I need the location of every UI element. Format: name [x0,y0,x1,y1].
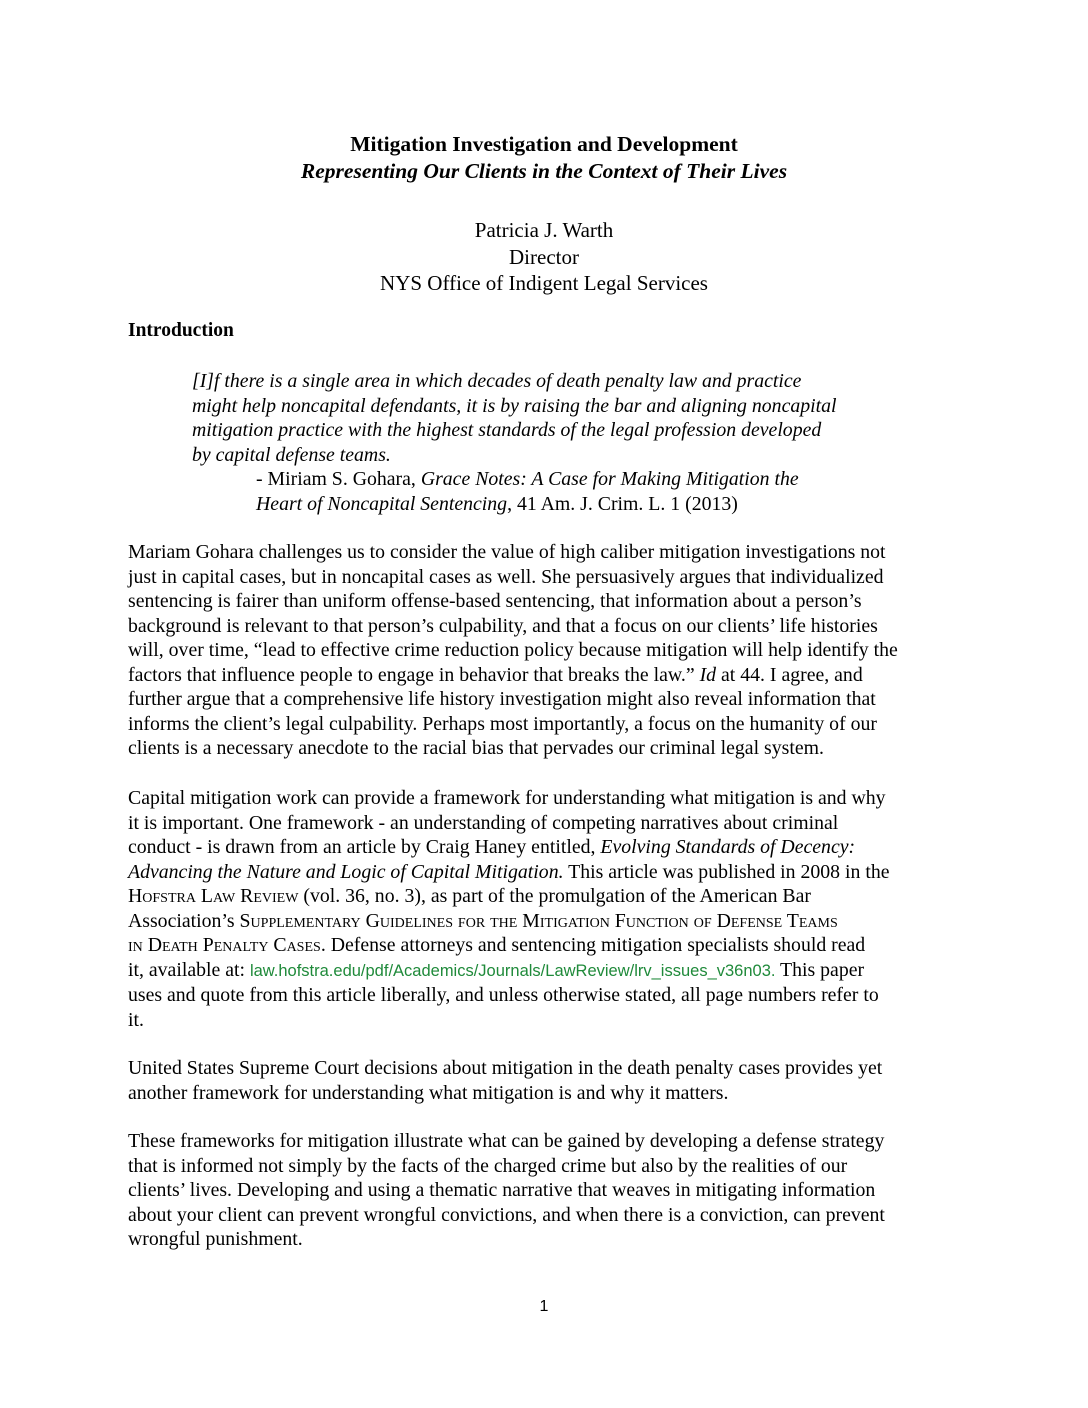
paragraph-line [128,933,968,958]
paragraph-line: it. [128,1008,144,1031]
paragraph-gohara [128,540,968,761]
document-title: Mitigation Investigation and Development [350,132,738,156]
paragraph-line [128,663,968,688]
text-run: . Defense attorneys and sentencing mitigation specialists should read [320,934,866,956]
epigraph-attribution [256,467,799,516]
author-role: Director [509,244,579,269]
paragraph-line: about your client can prevent wrongful convictions, and when there is a conviction, can prevent [128,1203,885,1226]
text-run: it, available at: [128,958,250,981]
paragraph-capital-mitigation [128,786,968,1032]
attribution-citation: , 41 Am. J. Crim. L. 1 (2013) [507,492,738,515]
paragraph-line: United States Supreme Court decisions about mitigation in the death penalty cases provides yet [128,1057,883,1079]
paragraph-line: background is relevant to that person’s culpability, and that a focus on our clients’ life histories [128,614,878,637]
epigraph-line: might help noncapital defendants, it is by raising the bar and aligning noncapital [192,394,837,417]
paragraph-line: sentencing is fairer than uniform offense-based sentencing, that information about a person’s [128,590,862,612]
paragraph-line: will, over time, “lead to effective crime reduction policy because mitigation will help identify the [128,639,898,661]
text-run: at 44. I agree, and [716,663,863,686]
text-run: factors that influence people to engage in behavior that breaks the law.” [128,663,700,686]
journal-name: Hofstra Law Review [128,885,299,907]
author-organization: NYS Office of Indigent Legal Services [380,271,708,295]
paragraph-line [128,860,968,885]
text-run: This article was published in 2008 in the [563,860,890,883]
epigraph-line: mitigation practice with the highest standards of the legal profession developed [192,419,822,441]
author-name: Patricia J. Warth [474,218,614,242]
paragraph-supreme-court [128,1056,968,1105]
guidelines-name: Supplementary Guidelines for the Mitigation Function of Defense Teams [239,909,838,932]
epigraph-line: by capital defense teams. [192,443,391,466]
paragraph-line: Mariam Gohara challenges us to consider the value of high caliber mitigation investigations not [128,541,886,563]
section-heading-introduction: Introduction [128,320,234,341]
text-run: conduct - is drawn from an article by Craig Haney entitled, [128,836,601,858]
paragraph-frameworks [128,1129,968,1252]
paragraph-line: uses and quote from this article liberally, and unless otherwise stated, all page numbers refer to [128,984,879,1006]
paragraph-line: that is informed not simply by the facts of the charged crime but also by the realities of our [128,1154,848,1177]
paragraph-line [128,909,968,934]
paragraph-line [128,835,968,860]
text-run: This paper [775,958,865,981]
author-block [0,217,1088,297]
citation-id: Id [699,663,717,686]
attribution-title: Heart of Noncapital Sentencing [256,492,508,515]
document-subtitle: Representing Our Clients in the Context of Their Lives [300,159,788,183]
paragraph-line: it is important. One framework - an understanding of competing narratives about criminal [128,811,839,834]
attribution-author: - Miriam S. Gohara, [256,468,421,490]
epigraph-quote [192,369,912,467]
paragraph-line [128,958,968,984]
paragraph-line [128,884,968,909]
paragraph-line: clients is a necessary anecdote to the racial bias that pervades our criminal legal system. [128,737,824,759]
guidelines-name: in Death Penalty Cases [128,934,321,956]
article-title: Evolving Standards of Decency: [600,836,856,858]
paragraph-line: just in capital cases, but in noncapital cases as well. She persuasively argues that individualized [128,565,884,588]
paragraph-line: Capital mitigation work can provide a framework for understanding what mitigation is and why [128,787,886,809]
epigraph-line: [I]f there is a single area in which decades of death penalty law and practice [192,370,802,392]
paragraph-line: clients’ lives. Developing and using a thematic narrative that weaves in mitigating information [128,1179,876,1201]
text-run: Association’s [128,909,240,932]
article-title: Advancing the Nature and Logic of Capital Mitigation. [128,860,564,883]
text-run: (vol. 36, no. 3), as part of the promulgation of the American Bar [298,885,811,907]
paragraph-line: These frameworks for mitigation illustrate what can be gained by developing a defense strategy [128,1130,885,1152]
paragraph-line: informs the client’s legal culpability. Perhaps most importantly, a focus on the humanity of our [128,712,877,735]
paragraph-line: another framework for understanding what mitigation is and why it matters. [128,1081,729,1104]
hofstra-link[interactable]: law.hofstra.edu/pdf/Academics/Journals/LawReview/lrv_issues_v36n03. [249,961,776,980]
attribution-title: Grace Notes: A Case for Making Mitigation the [420,468,799,490]
paragraph-line: further argue that a comprehensive life history investigation might also reveal information that [128,688,876,710]
page-number: 1 [539,1298,549,1315]
paragraph-line: wrongful punishment. [128,1228,303,1250]
